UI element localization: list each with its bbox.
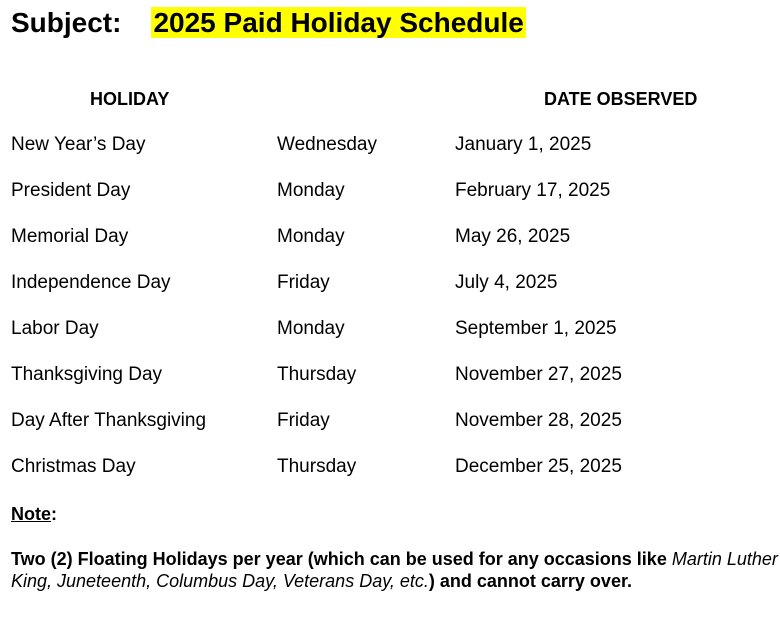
holiday-weekday: Monday: [277, 226, 345, 247]
holiday-date: November 28, 2025: [455, 410, 622, 431]
holiday-name: Independence Day: [11, 272, 171, 293]
holiday-date: November 27, 2025: [455, 364, 622, 385]
holiday-weekday: Thursday: [277, 364, 357, 385]
note-colon: :: [51, 504, 57, 524]
table-row: [0, 364, 780, 410]
holiday-weekday: Thursday: [277, 456, 357, 477]
table-row: [0, 272, 780, 318]
subject-label: Subject:: [11, 7, 122, 38]
holiday-name: Day After Thanksgiving: [11, 410, 207, 431]
note-heading: [11, 503, 57, 525]
holiday-date: January 1, 2025: [455, 134, 592, 155]
holiday-date: May 26, 2025: [455, 226, 571, 247]
holiday-weekday: Monday: [277, 180, 345, 201]
table-row: [0, 456, 780, 502]
holiday-date: February 17, 2025: [455, 180, 611, 201]
document-title: 2025 Paid Holiday Schedule: [153, 7, 524, 38]
column-header-date-observed: DATE OBSERVED: [544, 89, 698, 109]
note-text-start: Two (2) Floating Holidays per year (which can be used for any occasions like: [11, 549, 672, 569]
table-row: [0, 226, 780, 272]
note-text-examples: Martin Luther King, Juneteenth, Columbus Day, Veterans Day, etc.: [11, 549, 778, 591]
holiday-date: December 25, 2025: [455, 456, 622, 477]
holiday-date: September 1, 2025: [455, 318, 617, 339]
table-row: [0, 134, 780, 180]
holiday-name: President Day: [11, 180, 131, 201]
holiday-name: New Year’s Day: [11, 134, 146, 155]
table-row: [0, 318, 780, 364]
column-header-holiday: HOLIDAY: [90, 89, 170, 109]
holiday-weekday: Monday: [277, 318, 345, 339]
holiday-table: [0, 134, 780, 502]
subject-line: [11, 6, 526, 40]
holiday-name: Memorial Day: [11, 226, 129, 247]
holiday-name: Labor Day: [11, 318, 99, 339]
holiday-date: July 4, 2025: [455, 272, 558, 293]
holiday-weekday: Friday: [277, 410, 330, 431]
note-paragraph: [11, 548, 779, 592]
table-row: [0, 180, 780, 226]
note-label: Note: [11, 504, 51, 524]
holiday-weekday: Friday: [277, 272, 330, 293]
table-row: [0, 410, 780, 456]
holiday-weekday: Wednesday: [277, 134, 377, 155]
holiday-name: Thanksgiving Day: [11, 364, 163, 385]
note-text-end: ) and cannot carry over.: [428, 571, 632, 591]
holiday-name: Christmas Day: [11, 456, 136, 477]
